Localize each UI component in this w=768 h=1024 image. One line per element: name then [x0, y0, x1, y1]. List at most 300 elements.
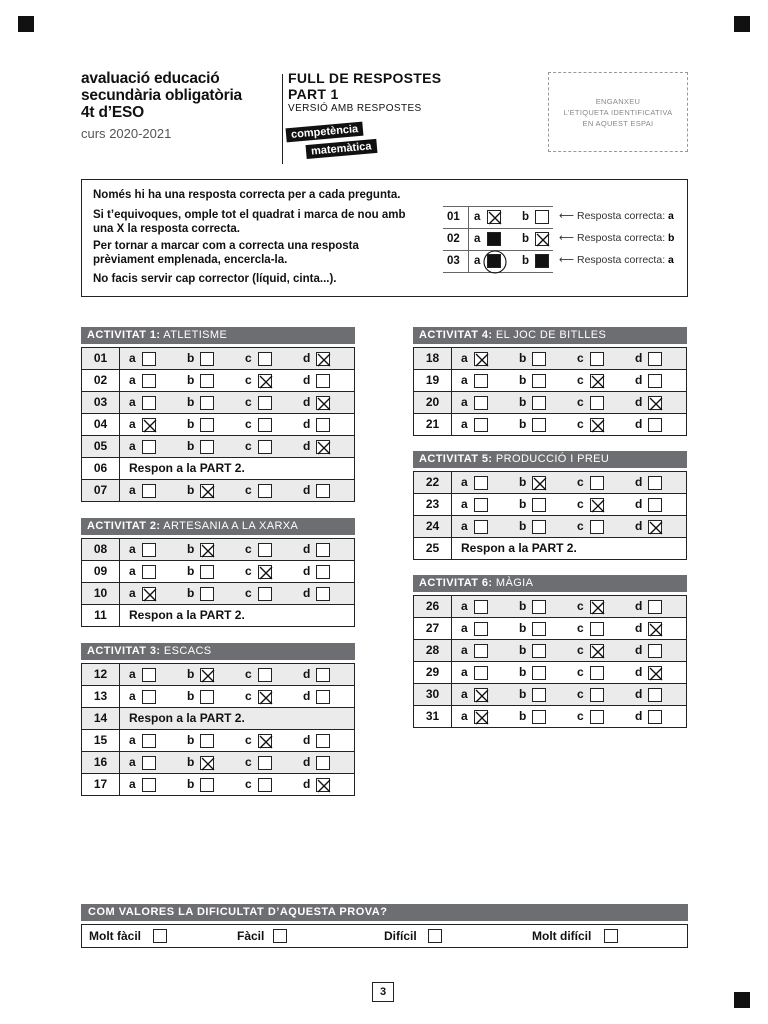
option-label: b	[519, 475, 527, 489]
option-label: a	[129, 351, 136, 365]
question-number: 09	[82, 561, 120, 582]
answer-box-d[interactable]	[648, 710, 662, 724]
example-box-a[interactable]	[487, 232, 501, 246]
answer-box-d[interactable]	[648, 666, 662, 680]
answer-box-b[interactable]	[532, 622, 546, 636]
option-label: b	[187, 483, 195, 497]
option-label: d	[303, 667, 311, 681]
answer-box-d[interactable]	[316, 543, 330, 557]
option-label: d	[635, 475, 643, 489]
option-label: c	[245, 667, 252, 681]
answer-box-c[interactable]	[590, 418, 604, 432]
question-row	[82, 413, 354, 435]
answer-box-c[interactable]	[258, 543, 272, 557]
option-label: c	[577, 417, 584, 431]
option-label: b	[187, 667, 195, 681]
answer-box-d[interactable]	[648, 476, 662, 490]
answer-box-a[interactable]	[142, 756, 156, 770]
answer-box-a[interactable]	[142, 734, 156, 748]
answer-box-a[interactable]	[474, 520, 488, 534]
answer-box-d[interactable]	[316, 565, 330, 579]
answer-box-c[interactable]	[258, 587, 272, 601]
answer-box-c[interactable]	[590, 666, 604, 680]
option-label: c	[245, 373, 252, 387]
option-label: c	[577, 665, 584, 679]
respond-part2-note: Respon a la PART 2.	[129, 711, 245, 725]
activity-name: EL JOC DE BITLLES	[492, 329, 607, 341]
answer-box-b[interactable]	[200, 690, 214, 704]
instruction-line: Si t’equivoques, omple tot el quadrat i marca de nou amb una X la resposta correcta.	[93, 209, 406, 235]
example-note-prefix: Resposta correcta:	[576, 232, 669, 244]
option-label: d	[635, 519, 643, 533]
option-label: a	[461, 709, 468, 723]
difficulty-heading: COM VALORES LA DIFICULTAT D’AQUESTA PROVA?	[81, 904, 688, 921]
option-label: c	[577, 519, 584, 533]
activity-name: MÀGIA	[492, 577, 534, 589]
answer-box-d[interactable]	[648, 396, 662, 410]
answer-box-d[interactable]	[316, 440, 330, 454]
option-label: a	[129, 439, 136, 453]
question-row	[82, 435, 354, 457]
answer-box-d[interactable]	[648, 520, 662, 534]
example-box-a[interactable]	[487, 254, 501, 268]
example-row	[443, 229, 675, 251]
difficulty-options	[81, 924, 688, 948]
answer-box-c[interactable]	[258, 734, 272, 748]
option-label: d	[635, 395, 643, 409]
question-number: 28	[414, 640, 452, 661]
activity-number: ACTIVITAT 1:	[87, 329, 161, 341]
option-label: c	[577, 599, 584, 613]
option-label: c	[245, 755, 252, 769]
answer-box-a[interactable]	[142, 418, 156, 432]
question-row	[82, 538, 354, 560]
label-sticker-area	[548, 72, 688, 152]
question-number: 30	[414, 684, 452, 705]
answer-box-b[interactable]	[532, 666, 546, 680]
answer-box-d[interactable]	[316, 756, 330, 770]
option-label: c	[577, 621, 584, 635]
answer-box-c[interactable]	[258, 565, 272, 579]
answer-box-b[interactable]	[200, 352, 214, 366]
answer-box-b[interactable]	[200, 418, 214, 432]
answer-box-a[interactable]	[474, 644, 488, 658]
example-note	[559, 232, 739, 244]
option-label: b	[519, 373, 527, 387]
answer-box-b[interactable]	[532, 600, 546, 614]
answer-box-c[interactable]	[258, 396, 272, 410]
answer-box-c[interactable]	[590, 600, 604, 614]
option-label: c	[577, 351, 584, 365]
instruction-line: No facis servir cap corrector (líquid, cinta...).	[93, 273, 337, 285]
example-row	[443, 206, 674, 229]
answer-box-c[interactable]	[590, 644, 604, 658]
respond-part2-note: Respon a la PART 2.	[129, 608, 245, 622]
answer-box-b[interactable]	[532, 418, 546, 432]
answer-box-b[interactable]	[200, 396, 214, 410]
option-label: d	[635, 687, 643, 701]
option-label: a	[129, 395, 136, 409]
option-label: c	[245, 417, 252, 431]
example-note	[559, 210, 739, 222]
answer-box-a[interactable]	[474, 374, 488, 388]
option-label: a	[461, 497, 468, 511]
answer-box-a[interactable]	[142, 778, 156, 792]
question-number: 15	[82, 730, 120, 751]
example-box-a[interactable]	[487, 210, 501, 224]
answer-box-a[interactable]	[474, 666, 488, 680]
example-box-b[interactable]	[535, 254, 549, 268]
answer-box-c[interactable]	[258, 756, 272, 770]
answer-box-b[interactable]	[532, 520, 546, 534]
question-number: 08	[82, 539, 120, 560]
answer-table	[413, 595, 687, 728]
answer-box-d[interactable]	[648, 374, 662, 388]
answer-box-c[interactable]	[258, 690, 272, 704]
option-label: c	[577, 373, 584, 387]
answer-box-b[interactable]	[200, 668, 214, 682]
difficulty-checkbox[interactable]	[153, 929, 167, 943]
question-number: 04	[82, 414, 120, 435]
option-label: d	[635, 497, 643, 511]
option-label: d	[303, 564, 311, 578]
sticker-text: L’ETIQUETA IDENTIFICATIVA	[563, 107, 673, 117]
answer-box-a[interactable]	[474, 498, 488, 512]
question-row	[82, 560, 354, 582]
option-label: b	[187, 755, 195, 769]
exam-title-line: avaluació educació	[81, 70, 220, 87]
instruction-line: Per tornar a marcar com a correcta una resposta prèviament emplenada, encercla-la.	[93, 240, 359, 266]
option-label: c	[245, 483, 252, 497]
difficulty-label: Molt difícil	[532, 929, 592, 943]
option-label: d	[635, 373, 643, 387]
option-label: c	[245, 542, 252, 556]
option-label: a	[461, 395, 468, 409]
option-label: a	[129, 733, 136, 747]
example-divider	[468, 229, 469, 250]
option-label: c	[245, 395, 252, 409]
difficulty-checkbox[interactable]	[604, 929, 618, 943]
curs-label: curs	[81, 126, 106, 141]
activity-number: ACTIVITAT 6:	[419, 577, 493, 589]
answer-box-a[interactable]	[142, 352, 156, 366]
answer-box-a[interactable]	[474, 476, 488, 490]
question-number: 23	[414, 494, 452, 515]
option-label: c	[245, 564, 252, 578]
answer-box-a[interactable]	[474, 396, 488, 410]
option-label: c	[245, 733, 252, 747]
option-label: d	[635, 599, 643, 613]
activity-name: ATLETISME	[160, 329, 228, 341]
answer-box-c[interactable]	[590, 476, 604, 490]
answer-box-b[interactable]	[200, 756, 214, 770]
difficulty-checkbox[interactable]	[273, 929, 287, 943]
option-label: d	[635, 621, 643, 635]
option-label: d	[303, 542, 311, 556]
answer-box-b[interactable]	[532, 476, 546, 490]
answer-box-b[interactable]	[200, 484, 214, 498]
answer-box-b[interactable]	[532, 688, 546, 702]
example-note-answer: b	[668, 232, 675, 244]
answer-box-a[interactable]	[142, 484, 156, 498]
activity-number: ACTIVITAT 2:	[87, 520, 161, 532]
option-label: a	[474, 255, 481, 267]
answer-box-a[interactable]	[474, 418, 488, 432]
activity-name: ESCACS	[160, 645, 212, 657]
question-row	[414, 493, 686, 515]
answer-box-a[interactable]	[474, 352, 488, 366]
answer-box-d[interactable]	[648, 352, 662, 366]
option-label: b	[187, 373, 195, 387]
option-label: d	[303, 373, 311, 387]
answer-box-d[interactable]	[316, 778, 330, 792]
option-label: d	[635, 417, 643, 431]
answer-box-a[interactable]	[142, 587, 156, 601]
option-label: d	[303, 586, 311, 600]
question-row	[82, 391, 354, 413]
option-label: d	[303, 483, 311, 497]
curs-value: 2020-2021	[109, 126, 172, 141]
question-number: 01	[82, 348, 120, 369]
question-number: 14	[82, 708, 120, 729]
marking-examples	[443, 206, 675, 273]
activity-number: ACTIVITAT 4:	[419, 329, 493, 341]
answer-box-a[interactable]	[142, 543, 156, 557]
activity-heading	[413, 451, 687, 468]
example-divider	[468, 251, 469, 272]
question-number: 26	[414, 596, 452, 617]
option-label: b	[522, 233, 530, 245]
answer-box-d[interactable]	[316, 690, 330, 704]
option-label: b	[187, 777, 195, 791]
answer-box-d[interactable]	[648, 498, 662, 512]
option-label: b	[187, 689, 195, 703]
activity-heading	[81, 643, 355, 660]
answer-box-c[interactable]	[590, 520, 604, 534]
option-label: b	[187, 586, 195, 600]
option-label: d	[303, 755, 311, 769]
answer-box-d[interactable]	[648, 644, 662, 658]
sheet-title: FULL DE RESPOSTES	[288, 70, 442, 86]
option-label: d	[303, 439, 311, 453]
answer-box-d[interactable]	[648, 688, 662, 702]
activity-name: PRODUCCIÓ I PREU	[492, 453, 610, 465]
answer-box-a[interactable]	[142, 440, 156, 454]
question-row	[414, 347, 686, 369]
question-number: 02	[82, 370, 120, 391]
option-label: a	[129, 564, 136, 578]
option-label: b	[522, 255, 530, 267]
example-note-prefix: Resposta correcta:	[576, 210, 669, 222]
answer-box-a[interactable]	[142, 668, 156, 682]
answer-box-d[interactable]	[316, 484, 330, 498]
example-number: 03	[447, 255, 460, 267]
answer-box-a[interactable]	[142, 690, 156, 704]
option-label: b	[519, 643, 527, 657]
answer-box-c[interactable]	[258, 374, 272, 388]
registration-mark-top-left	[18, 16, 34, 32]
question-row	[414, 639, 686, 661]
answer-box-a[interactable]	[474, 622, 488, 636]
question-number: 25	[414, 538, 452, 559]
answer-box-a[interactable]	[474, 600, 488, 614]
answer-box-b[interactable]	[532, 710, 546, 724]
answer-box-c[interactable]	[258, 440, 272, 454]
answer-box-a[interactable]	[142, 396, 156, 410]
question-number: 11	[82, 605, 120, 626]
example-row	[443, 251, 674, 273]
option-label: d	[635, 351, 643, 365]
answer-box-d[interactable]	[316, 374, 330, 388]
question-row	[414, 661, 686, 683]
question-number: 06	[82, 458, 120, 479]
answer-box-d[interactable]	[648, 418, 662, 432]
answer-box-b[interactable]	[532, 396, 546, 410]
answer-box-c[interactable]	[590, 396, 604, 410]
answer-box-b[interactable]	[532, 374, 546, 388]
option-label: a	[129, 586, 136, 600]
question-row	[414, 617, 686, 639]
answer-box-c[interactable]	[590, 688, 604, 702]
question-row	[82, 347, 354, 369]
example-number: 02	[447, 233, 460, 245]
example-note-answer: a	[668, 254, 674, 266]
answer-table	[413, 347, 687, 436]
answer-box-b[interactable]	[200, 734, 214, 748]
exam-title-line: secundària obligatòria	[81, 87, 242, 104]
answer-box-d[interactable]	[316, 587, 330, 601]
option-label: b	[187, 564, 195, 578]
option-label: d	[635, 665, 643, 679]
answer-box-d[interactable]	[316, 668, 330, 682]
answer-box-d[interactable]	[316, 352, 330, 366]
subject-tag: matemàtica	[306, 139, 377, 159]
answer-box-d[interactable]	[316, 396, 330, 410]
answer-box-c[interactable]	[258, 352, 272, 366]
registration-mark-top-right	[734, 16, 750, 32]
answer-box-a[interactable]	[142, 374, 156, 388]
example-note	[559, 254, 739, 266]
question-row	[82, 707, 354, 729]
answer-box-b[interactable]	[200, 587, 214, 601]
answer-box-d[interactable]	[648, 600, 662, 614]
question-row	[82, 663, 354, 685]
answer-box-c[interactable]	[590, 374, 604, 388]
answer-box-b[interactable]	[200, 374, 214, 388]
option-label: a	[129, 689, 136, 703]
school-year	[81, 126, 281, 141]
question-number: 20	[414, 392, 452, 413]
option-label: c	[577, 687, 584, 701]
question-row	[414, 705, 686, 727]
question-number: 17	[82, 774, 120, 795]
question-number: 21	[414, 414, 452, 435]
option-label: b	[522, 211, 530, 223]
answer-box-c[interactable]	[590, 352, 604, 366]
question-number: 12	[82, 664, 120, 685]
option-label: d	[303, 733, 311, 747]
option-label: a	[461, 687, 468, 701]
activity-number: ACTIVITAT 5:	[419, 453, 493, 465]
example-box-b[interactable]	[535, 232, 549, 246]
answer-box-b[interactable]	[532, 352, 546, 366]
question-number: 31	[414, 706, 452, 727]
answer-box-b[interactable]	[532, 498, 546, 512]
option-label: b	[519, 665, 527, 679]
option-label: a	[461, 665, 468, 679]
option-label: b	[519, 351, 527, 365]
answer-box-d[interactable]	[316, 418, 330, 432]
question-row	[414, 595, 686, 617]
answer-box-d[interactable]	[648, 622, 662, 636]
option-label: d	[635, 643, 643, 657]
option-label: c	[245, 777, 252, 791]
question-number: 05	[82, 436, 120, 457]
answer-box-c[interactable]	[258, 484, 272, 498]
question-row	[414, 537, 686, 559]
option-label: b	[519, 621, 527, 635]
answer-box-c[interactable]	[590, 710, 604, 724]
option-label: c	[577, 497, 584, 511]
option-label: b	[519, 709, 527, 723]
answer-box-b[interactable]	[200, 440, 214, 454]
answer-box-c[interactable]	[258, 778, 272, 792]
option-label: a	[129, 667, 136, 681]
option-label: d	[303, 777, 311, 791]
option-label: d	[635, 709, 643, 723]
question-row	[414, 515, 686, 537]
answer-box-a[interactable]	[474, 710, 488, 724]
option-label: b	[187, 417, 195, 431]
option-label: a	[129, 483, 136, 497]
question-row	[414, 471, 686, 493]
answer-box-b[interactable]	[200, 565, 214, 579]
question-row	[82, 729, 354, 751]
question-row	[82, 479, 354, 501]
answer-box-c[interactable]	[258, 418, 272, 432]
option-label: c	[245, 586, 252, 600]
answer-box-a[interactable]	[474, 688, 488, 702]
sticker-text: ENGANXEU	[595, 96, 641, 106]
question-row	[82, 457, 354, 479]
answer-box-d[interactable]	[316, 734, 330, 748]
option-label: c	[577, 475, 584, 489]
answer-box-c[interactable]	[258, 668, 272, 682]
answer-box-b[interactable]	[532, 644, 546, 658]
question-number: 22	[414, 472, 452, 493]
option-label: b	[187, 542, 195, 556]
answer-box-a[interactable]	[142, 565, 156, 579]
option-label: a	[461, 599, 468, 613]
answer-box-b[interactable]	[200, 543, 214, 557]
option-label: a	[461, 621, 468, 635]
answer-box-c[interactable]	[590, 498, 604, 512]
option-label: a	[129, 755, 136, 769]
instruction-line: Només hi ha una resposta correcta per a cada pregunta.	[93, 189, 401, 201]
question-row	[414, 683, 686, 705]
option-label: b	[187, 395, 195, 409]
option-label: a	[129, 777, 136, 791]
option-label: a	[461, 643, 468, 657]
activity-heading	[81, 327, 355, 344]
difficulty-checkbox[interactable]	[428, 929, 442, 943]
question-row	[82, 685, 354, 707]
option-label: b	[519, 519, 527, 533]
example-box-b[interactable]	[535, 210, 549, 224]
answer-box-c[interactable]	[590, 622, 604, 636]
arrow-left-icon: ⟵	[559, 210, 577, 222]
answer-box-b[interactable]	[200, 778, 214, 792]
